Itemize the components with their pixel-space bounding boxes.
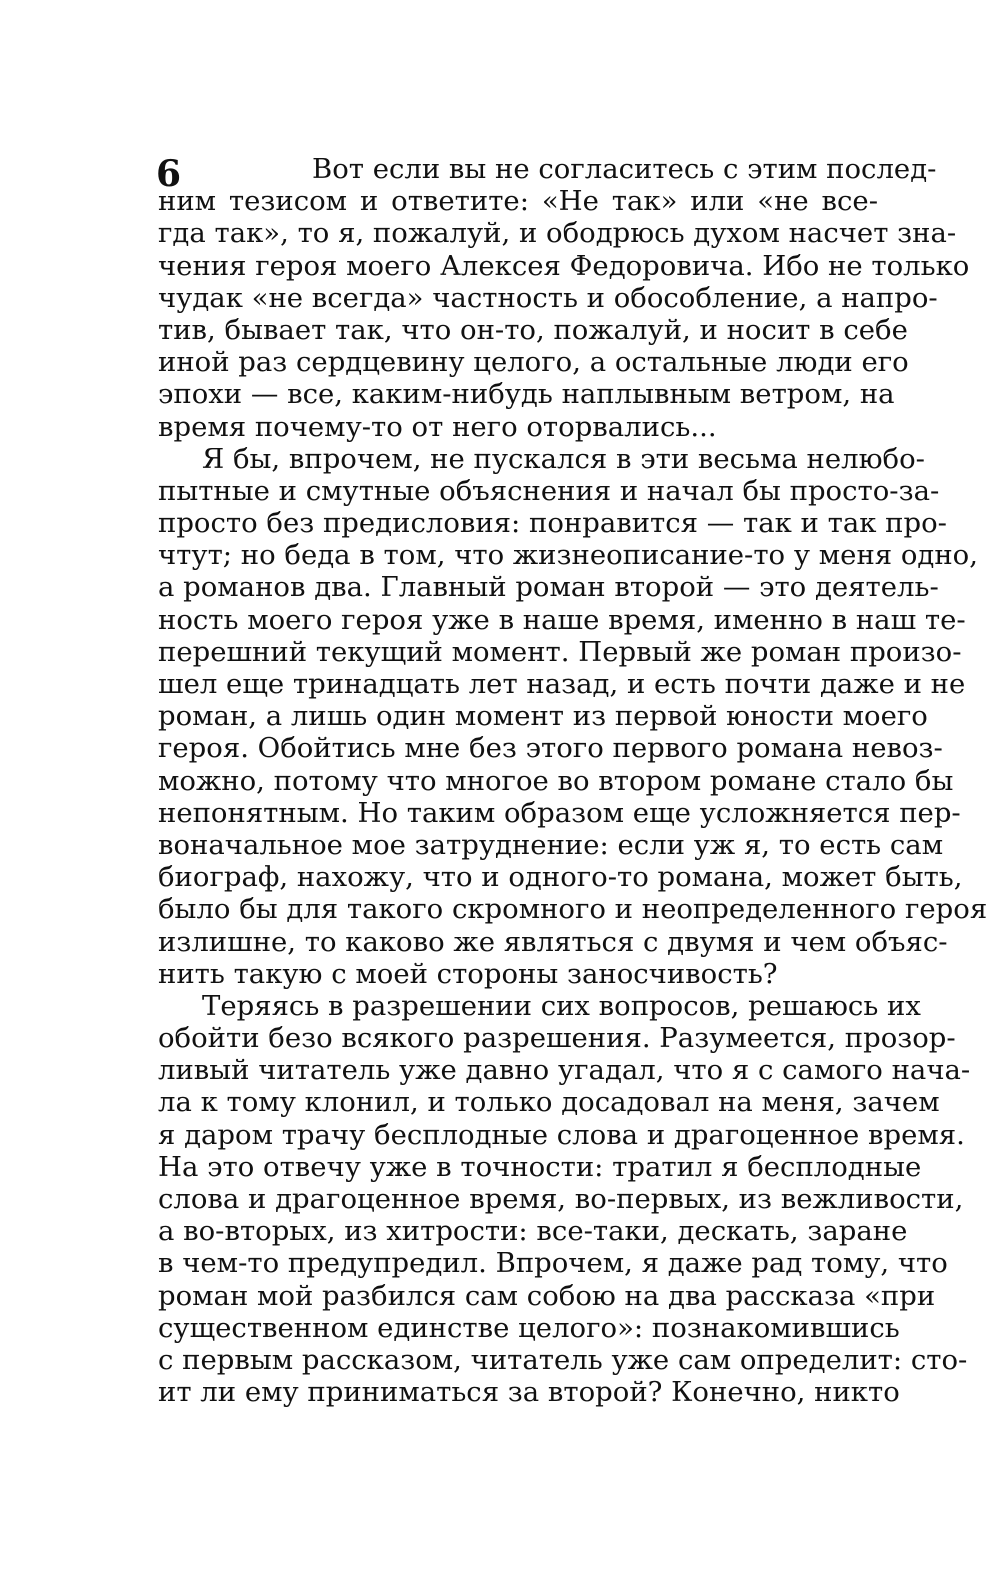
text-line: гда так», то я, пожалуй, и ободрюсь духом насчет зна- bbox=[158, 217, 957, 250]
text-line: обойти безо всякого разрешения. Разумеется, прозор- bbox=[158, 1022, 956, 1055]
text-line: слова и драгоценное время, во-первых, из вежливости, bbox=[158, 1183, 964, 1215]
text-line: излишне, то каково же являться с двумя и чем объяс- bbox=[158, 925, 948, 958]
text-line: просто без предисловия: понравится — так и так про- bbox=[158, 507, 947, 540]
text-line: На это отвечу уже в точности: тратил я бесплодные bbox=[158, 1150, 922, 1183]
text-line: а романов два. Главный роман второй — это деятель- bbox=[158, 571, 939, 604]
paragraph-2 bbox=[158, 442, 988, 990]
text-line: ит ли ему приниматься за второй? Конечно, никто bbox=[158, 1376, 900, 1409]
text-line: пытные и смутные объяснения и начал бы просто-за- bbox=[158, 474, 940, 507]
text-line: перешний текущий момент. Первый же роман произо- bbox=[158, 635, 962, 668]
text-line: нить такую с моей стороны заносчивость? bbox=[158, 957, 778, 990]
text-line: шел еще тринадцать лет назад, и есть почти даже и не bbox=[158, 668, 966, 700]
text-line: я даром трачу бесплодные слова и драгоценное время. bbox=[158, 1118, 965, 1151]
text-line: эпохи — все, каким-нибудь наплывным ветром, на bbox=[158, 378, 895, 411]
text-line: ность моего героя уже в наше время, именно в наш те- bbox=[158, 603, 966, 636]
text-line: можно, потому что многое во втором романе стало бы bbox=[158, 764, 954, 797]
text-line: ним тезисом и ответите: «Не так» или «не все- bbox=[158, 185, 878, 218]
text-line: непонятным. Но таким образом еще усложняется пер- bbox=[158, 796, 961, 829]
text-line: роман, а лишь один момент из первой юности моего bbox=[158, 700, 928, 733]
text-line: ла к тому клонил, и только досадовал на меня, зачем bbox=[158, 1086, 940, 1119]
text-line: было бы для такого скромного и неопределенного героя bbox=[158, 893, 988, 926]
text-line: роман мой разбился сам собою на два рассказа «при bbox=[158, 1279, 936, 1312]
text-line: иной раз сердцевину целого, а остальные люди его bbox=[158, 346, 909, 379]
text-line: Вот если вы не согласитесь с этим послед- bbox=[312, 153, 937, 185]
text-line: Теряясь в разрешении сих вопросов, решаюсь их bbox=[202, 989, 921, 1022]
text-line: время почему-то от него оторвались... bbox=[158, 410, 717, 443]
text-line: существенном единстве целого»: познакомившись bbox=[158, 1311, 900, 1344]
body-text bbox=[158, 153, 988, 1409]
text-line: воначальное мое затруднение: если уж я, то есть сам bbox=[158, 828, 944, 861]
text-line: биограф, нахожу, что и одного-то романа, может быть, bbox=[158, 861, 963, 894]
page-number: 6 bbox=[156, 153, 182, 195]
text-line: героя. Обойтись мне без этого первого романа невоз- bbox=[158, 732, 943, 765]
text-line: а во-вторых, из хитрости: все-таки, дескать, заране bbox=[158, 1215, 908, 1248]
text-line: чения героя моего Алексея Федоровича. Ибо не только bbox=[158, 249, 970, 282]
text-line: Я бы, впрочем, не пускался в эти весьма нелюбо- bbox=[202, 442, 925, 475]
paragraph-1 bbox=[158, 153, 970, 443]
text-line: ливый читатель уже давно угадал, что я с самого нача- bbox=[158, 1054, 971, 1087]
text-line: в чем-то предупредил. Впрочем, я даже рад тому, что bbox=[158, 1247, 948, 1280]
text-line: чудак «не всегда» частность и обособление, а напро- bbox=[158, 281, 938, 314]
text-line: с первым рассказом, читатель уже сам определит: сто- bbox=[158, 1343, 968, 1376]
paragraph-3 bbox=[158, 989, 971, 1409]
text-line: тив, бывает так, что он-то, пожалуй, и носит в себе bbox=[158, 313, 908, 346]
text-line: чтут; но беда в том, что жизнеописание-то у меня одно, bbox=[158, 539, 978, 572]
